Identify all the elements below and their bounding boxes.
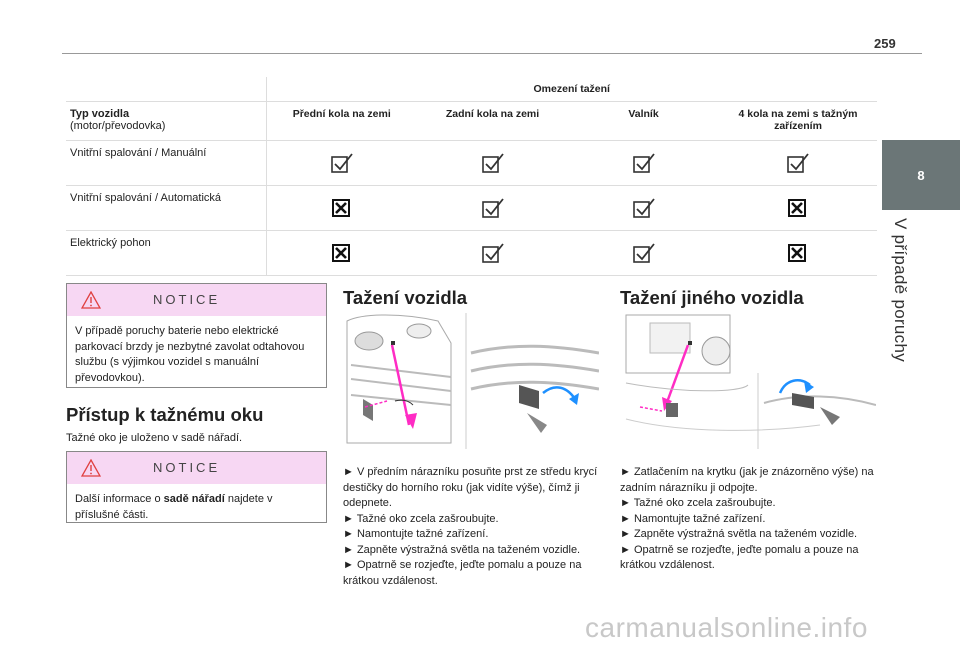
chapter-title: V případě poruchy (891, 218, 910, 363)
step-text: ► Namontujte tažné zařízení. (620, 512, 766, 525)
forbidden-cross-icon (331, 198, 353, 218)
column-header: Přední kola na zemi (266, 102, 417, 141)
notice-title: NOTICE (153, 292, 221, 307)
warning-triangle-icon (81, 459, 101, 477)
access-text: Tažné oko je uloženo v sadě nářadí. (66, 432, 243, 444)
table-row (66, 186, 877, 231)
column-header: Valník (568, 102, 719, 141)
notice-header (67, 284, 326, 316)
group-header: Omezení tažení (266, 77, 877, 102)
step-text: ► Zapněte výstražná světla na taženém vozidle. (620, 528, 858, 540)
towing-other-steps (620, 465, 876, 574)
row-label: Elektrický pohon (66, 231, 266, 276)
notice-text-part: najdete v příslušné části. (75, 493, 273, 521)
row-header-title: Typ vozidla (70, 108, 130, 120)
towing-vehicle-steps (343, 465, 599, 589)
allowed-check-icon (482, 153, 504, 173)
towing-restrictions-table (66, 77, 877, 276)
forbidden-cross-icon (787, 198, 809, 218)
notice-text-part: Další informace o (75, 493, 164, 505)
allowed-check-icon (482, 198, 504, 218)
notice-text (67, 484, 326, 531)
step-text: ► V předním nárazníku posuňte prst ze středu krycí destičky do horního roku (jak vidíte výše), čímž ji odepnete. (343, 466, 598, 509)
warning-triangle-icon (81, 291, 101, 309)
column-header: 4 kola na zemi s tažným zařízením (719, 102, 877, 141)
column-header: Zadní kola na zemi (417, 102, 568, 141)
header-rule (62, 53, 922, 54)
front-bumper-illustration (343, 313, 599, 449)
row-label: Vnitřní spalování / Automatická (66, 186, 266, 231)
step-text: ► Zatlačením na krytku (jak je znázorněno výše) na zadním nárazníku ji odpojte. (620, 466, 874, 494)
chapter-tab[interactable]: 8 (882, 140, 960, 210)
section-heading-towing-vehicle: Tažení vozidla (343, 287, 468, 308)
notice-battery (66, 283, 327, 388)
forbidden-cross-icon (331, 243, 353, 263)
row-header-subtitle: (motor/převodovka) (70, 120, 166, 132)
allowed-check-icon (633, 243, 655, 263)
notice-title: NOTICE (153, 460, 221, 475)
allowed-check-icon (482, 243, 504, 263)
step-text: ► Tažné oko zcela zašroubujte. (343, 512, 499, 525)
toolkit-link-text: sadě nářadí (163, 493, 225, 505)
step-text: ► Opatrně se rozjeďte, jeďte pomalu a pouze na krátkou vzdálenost. (343, 559, 582, 587)
footer-watermark: carmanualsonline.info (585, 612, 868, 643)
step-text: ► Zapněte výstražná světla na taženém vozidle. (343, 543, 581, 556)
allowed-check-icon (633, 153, 655, 173)
row-label: Vnitřní spalování / Manuální (66, 141, 266, 186)
allowed-check-icon (633, 198, 655, 218)
notice-header (67, 452, 326, 484)
notice-toolkit (66, 451, 327, 523)
step-text: ► Namontujte tažné zařízení. (343, 528, 489, 540)
table-row (66, 141, 877, 186)
table-corner (66, 77, 266, 102)
page-number: 259 (874, 36, 896, 51)
forbidden-cross-icon (787, 243, 809, 263)
step-text: ► Opatrně se rozjeďte, jeďte pomalu a pouze na krátkou vzdálenost. (620, 543, 859, 571)
notice-text: V případě poruchy baterie nebo elektrické parkovací brzdy je nezbytné zavolat odtahovou službu (s výjimkou vozidel s manuální převodovkou). (75, 325, 305, 384)
section-heading-access: Přístup k tažnému oku (66, 404, 264, 425)
allowed-check-icon (331, 153, 353, 173)
rear-bumper-illustration (620, 313, 876, 449)
allowed-check-icon (787, 153, 809, 173)
row-header-cell (66, 102, 266, 141)
table-row (66, 231, 877, 276)
step-text: ► Tažné oko zcela zašroubujte. (620, 497, 776, 509)
section-heading-towing-other: Tažení jiného vozidla (620, 287, 804, 308)
